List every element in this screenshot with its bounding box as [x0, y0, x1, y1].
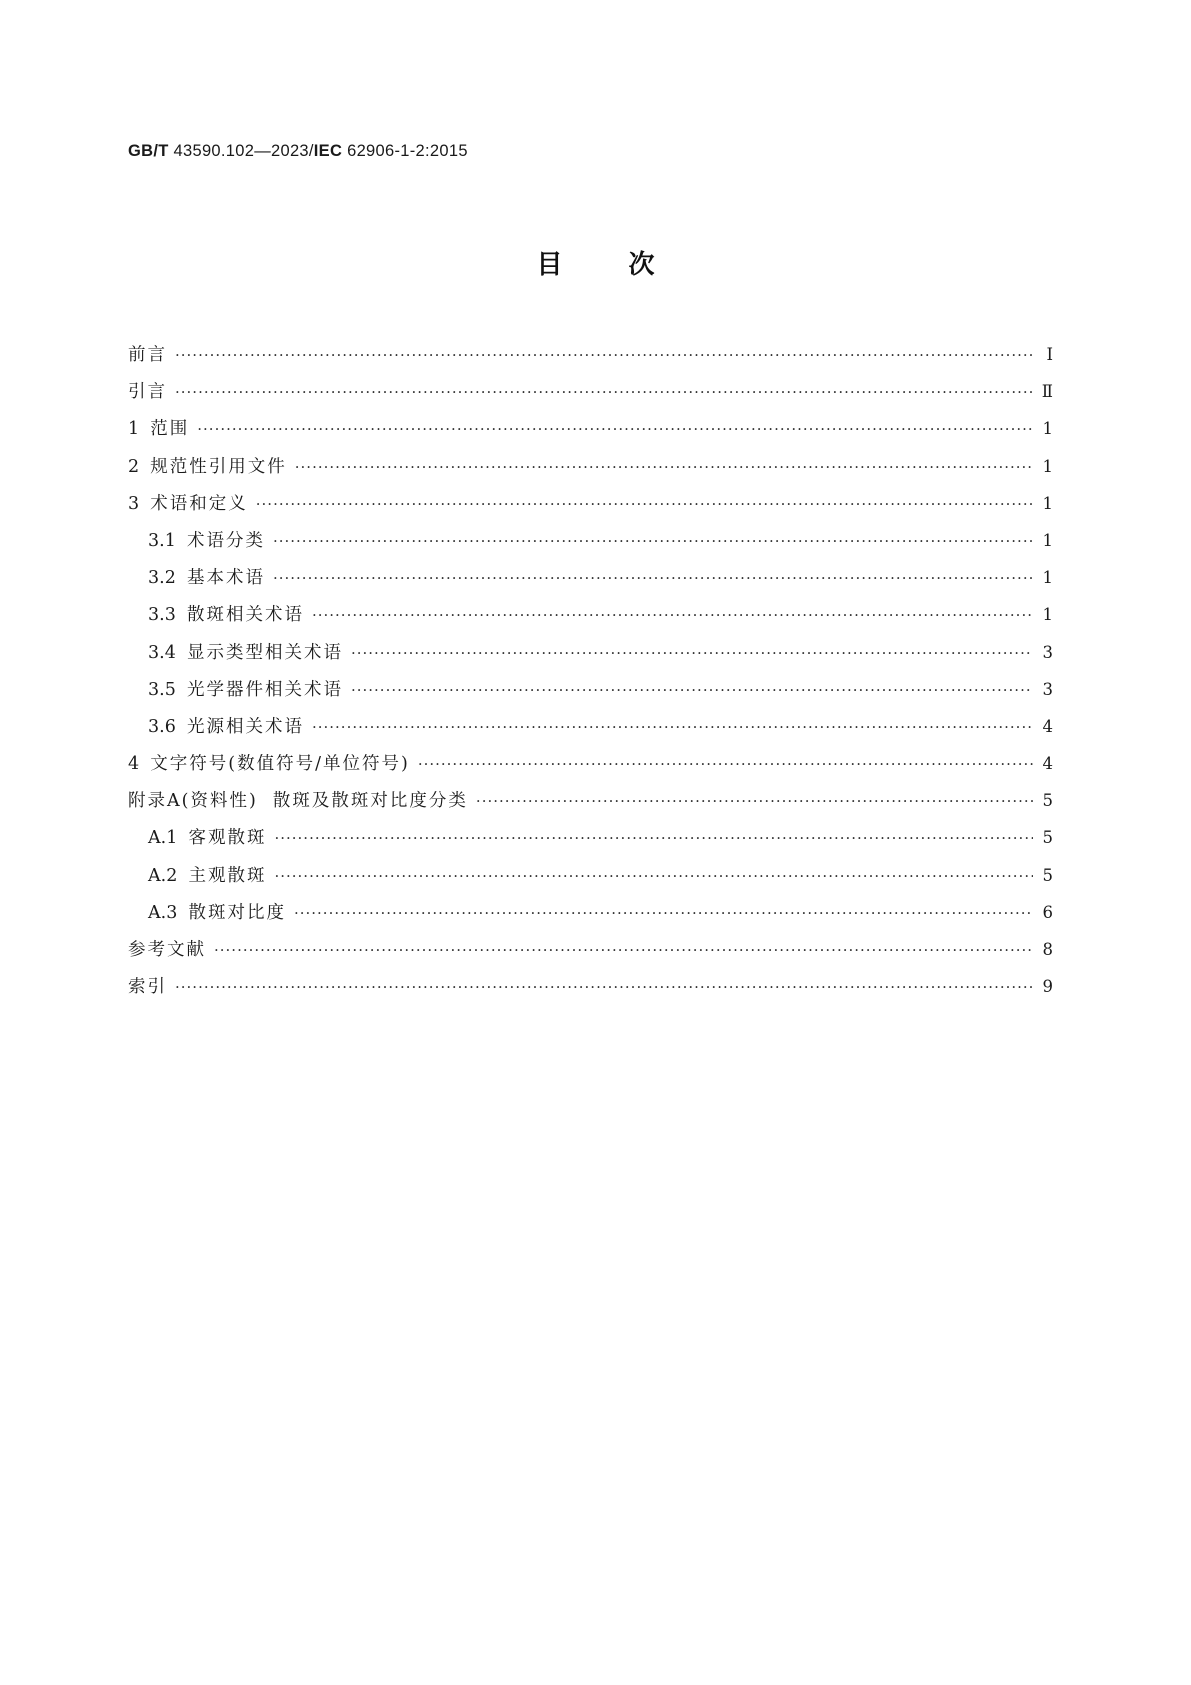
- toc-entry[interactable]: [128, 418, 1053, 455]
- toc-leader-dots: [418, 753, 1033, 775]
- toc-leader-dots: [273, 530, 1033, 552]
- toc-entry-page-number: 1: [1042, 493, 1053, 513]
- toc-entry-page-number: 8: [1042, 940, 1053, 959]
- toc-entry[interactable]: [128, 976, 1053, 1013]
- toc-entry-page-number: 3: [1042, 642, 1053, 662]
- toc-entry-label: 引言: [128, 382, 167, 403]
- toc-entry-number: A.3: [148, 902, 189, 923]
- toc-entry[interactable]: [128, 902, 1053, 939]
- toc-entry-number: 3.4: [148, 642, 187, 663]
- toc-entry-label: 术语分类: [186, 530, 265, 551]
- toc-entry[interactable]: [128, 939, 1053, 976]
- toc-entry-page-number: 1: [1042, 456, 1053, 476]
- toc-entry-label: 文字符号(数值符号/单位符号): [150, 754, 410, 775]
- toc-entry-number: A.2: [148, 865, 189, 886]
- toc-entry-label: 索引: [128, 977, 167, 998]
- table-of-contents: [128, 344, 1053, 1013]
- toc-leader-dots: [175, 381, 1033, 403]
- standard-code-number: 43590.102—2023/: [168, 142, 314, 160]
- toc-entry-label: 散斑对比度: [188, 902, 286, 923]
- toc-entry-number: A.1: [148, 828, 189, 849]
- toc-entry-page-number: 1: [1042, 605, 1053, 625]
- toc-entry[interactable]: [128, 381, 1053, 418]
- toc-entry-page-number: Ⅰ: [1046, 345, 1053, 364]
- toc-leader-dots: [351, 679, 1033, 701]
- toc-entry[interactable]: [128, 567, 1053, 604]
- toc-entry-page-number: 5: [1042, 865, 1053, 885]
- toc-entry-label: 规范性引用文件: [150, 456, 287, 477]
- toc-entry-page-number: 3: [1042, 679, 1053, 699]
- toc-entry[interactable]: [128, 679, 1053, 716]
- iec-code-number: 62906-1-2:2015: [342, 142, 468, 160]
- toc-entry-label: 主观散斑: [188, 865, 267, 886]
- page-title-part1: 目: [536, 250, 563, 280]
- toc-entry-label: 附录A(资料性) 散斑及散斑对比度分类: [128, 791, 468, 812]
- toc-entry-number: 3.5: [148, 679, 187, 700]
- toc-entry-page-number: Ⅱ: [1041, 382, 1053, 402]
- toc-entry[interactable]: [128, 827, 1053, 864]
- toc-entry[interactable]: [128, 865, 1053, 902]
- toc-entry-page-number: 6: [1042, 902, 1053, 922]
- toc-entry-page-number: 1: [1042, 419, 1053, 439]
- toc-entry[interactable]: [128, 716, 1053, 753]
- toc-entry-page-number: 5: [1042, 828, 1053, 848]
- page-title-part2: 次: [628, 250, 655, 280]
- toc-leader-dots: [312, 604, 1033, 626]
- toc-entry-label: 前言: [128, 345, 167, 365]
- toc-entry-label: 光学器件相关术语: [186, 679, 343, 700]
- toc-leader-dots: [214, 939, 1033, 961]
- toc-entry-number: 1: [128, 419, 151, 440]
- toc-leader-dots: [294, 902, 1033, 924]
- toc-entry-label: 客观散斑: [188, 828, 267, 849]
- toc-entry-page-number: 9: [1042, 977, 1053, 997]
- toc-entry-label: 术语和定义: [150, 493, 248, 514]
- toc-entry[interactable]: [128, 530, 1053, 567]
- toc-entry-label: 参考文献: [128, 940, 206, 960]
- toc-entry-number: 2: [128, 456, 151, 477]
- toc-leader-dots: [295, 456, 1033, 478]
- toc-entry-page-number: 4: [1042, 754, 1053, 774]
- toc-leader-dots: [476, 790, 1033, 812]
- page-title: [0, 244, 1191, 281]
- toc-entry-number: 3.3: [148, 605, 187, 626]
- toc-entry[interactable]: [128, 604, 1053, 641]
- toc-leader-dots: [312, 716, 1033, 738]
- standard-code: [128, 142, 468, 161]
- toc-entry-number: 3.2: [148, 568, 187, 589]
- toc-entry-page-number: 4: [1042, 716, 1053, 736]
- toc-leader-dots: [274, 865, 1033, 887]
- toc-entry-label: 散斑相关术语: [186, 605, 304, 626]
- iec-prefix: IEC: [313, 142, 343, 160]
- toc-entry-number: 3.6: [148, 716, 187, 737]
- toc-entry[interactable]: [128, 790, 1053, 827]
- toc-entry[interactable]: [128, 642, 1053, 679]
- toc-entry[interactable]: [128, 456, 1053, 493]
- toc-entry-number: 4: [128, 754, 151, 775]
- toc-entry[interactable]: [128, 493, 1053, 530]
- toc-entry-page-number: 1: [1042, 530, 1053, 550]
- toc-entry-number: 3.1: [148, 530, 187, 551]
- toc-entry-label: 显示类型相关术语: [186, 642, 343, 663]
- toc-leader-dots: [175, 976, 1033, 998]
- standard-code-prefix: GB/T: [128, 142, 169, 160]
- toc-leader-dots: [197, 418, 1033, 440]
- toc-leader-dots: [274, 827, 1033, 849]
- toc-entry-label: 光源相关术语: [186, 716, 304, 737]
- toc-entry[interactable]: [128, 753, 1053, 790]
- toc-entry-number: 3: [128, 493, 151, 514]
- toc-entry-label: 范围: [150, 419, 190, 440]
- toc-entry[interactable]: [128, 344, 1053, 381]
- toc-entry-label: 基本术语: [186, 568, 265, 589]
- toc-leader-dots: [175, 344, 1033, 366]
- toc-leader-dots: [351, 642, 1033, 664]
- toc-leader-dots: [273, 567, 1033, 589]
- toc-entry-page-number: 1: [1042, 568, 1053, 588]
- toc-entry-page-number: 5: [1042, 791, 1053, 811]
- toc-leader-dots: [256, 493, 1033, 515]
